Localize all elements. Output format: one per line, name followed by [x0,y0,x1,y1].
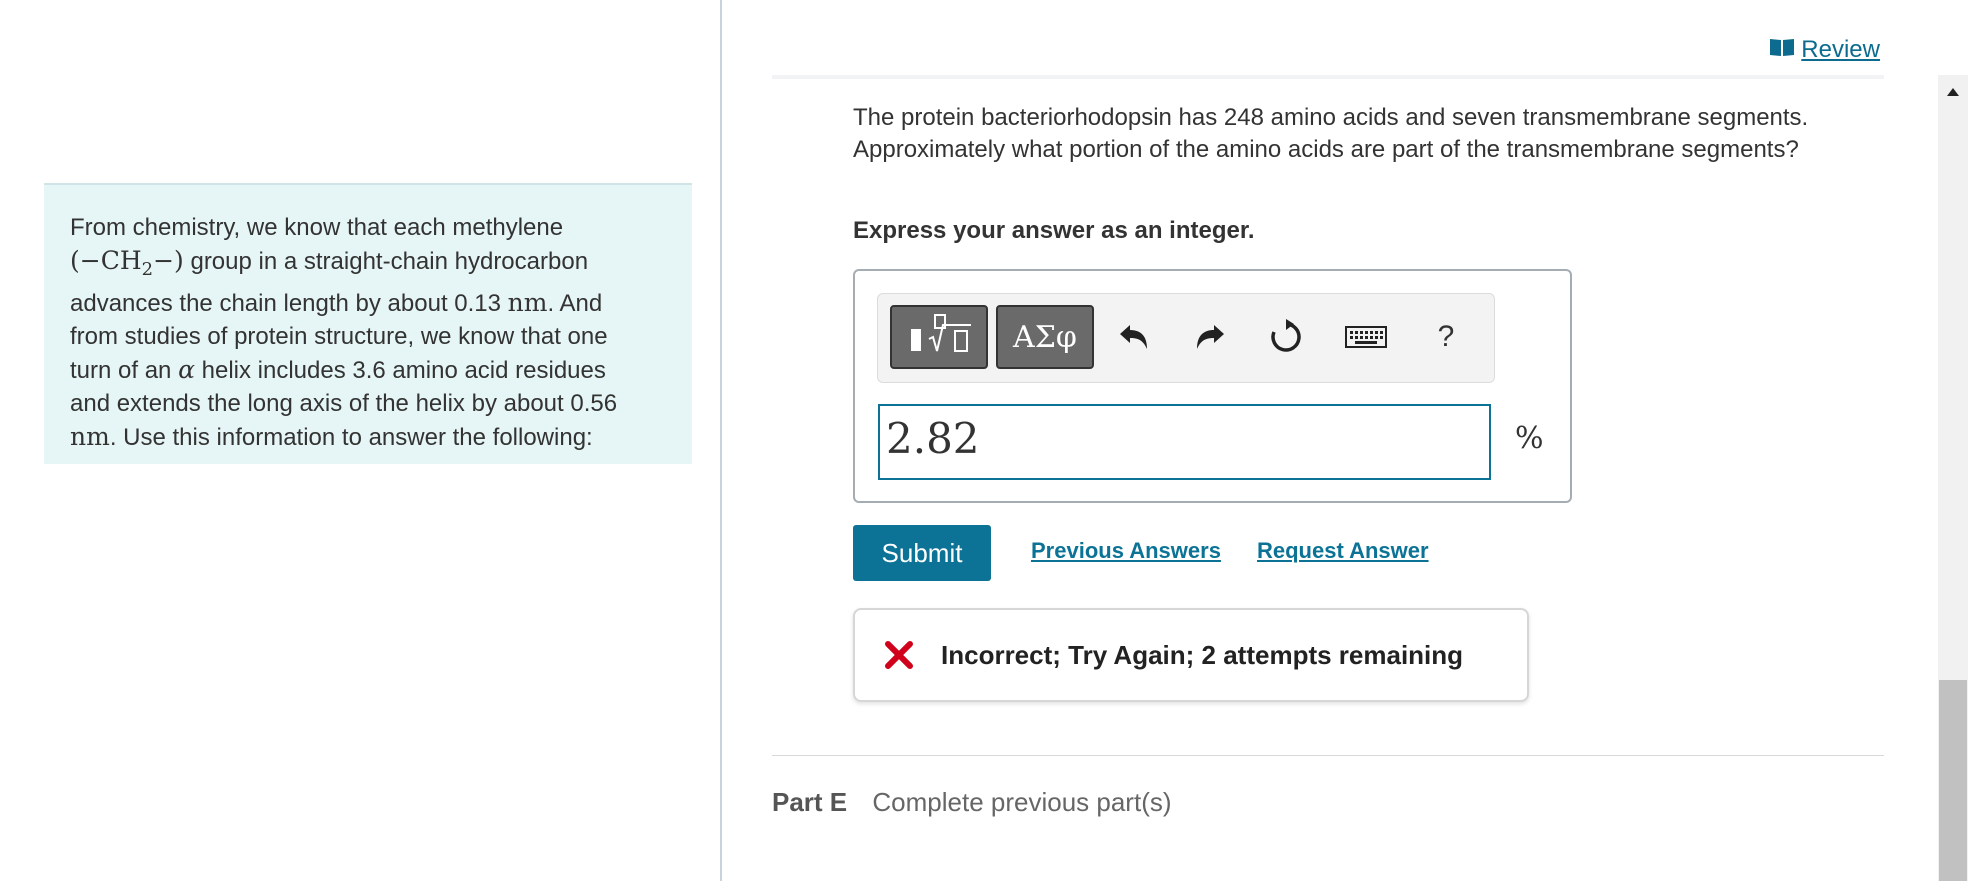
intro-line-4: from studies of protein structure, we know that one [70,323,608,350]
help-label: ? [1437,320,1455,353]
part-e-header [772,787,1172,818]
greek-symbols-label: ΑΣφ [1013,319,1077,355]
reset-icon[interactable] [1262,312,1310,362]
intro-line-5: turn of an α helix includes 3.6 amino acid residues [70,355,606,384]
divider [772,75,1884,79]
previous-answers-link[interactable]: Previous Answers [1031,538,1221,563]
answer-instruction: Express your answer as an integer. [853,217,1255,244]
request-answer-link[interactable]: Request Answer [1257,538,1429,563]
intro-line-2: $(-CH_2-)$ group in a straight-chain hydrocarbon [70,246,589,280]
part-label: Part E [772,787,848,817]
left-pane [0,0,722,881]
scrollbar[interactable] [1938,75,1968,881]
help-button[interactable] [1422,312,1470,362]
methylene-formula: $(-CH_2-)$ [70,246,184,280]
intro-line-6: and extends the long axis of the helix by about 0.56 [70,390,618,417]
part-status: Complete previous part(s) [872,787,1172,817]
math-toolbar [877,293,1495,383]
question-pane [722,0,1968,881]
templates-button[interactable] [890,305,988,369]
intro-line-7: nm. Use this information to answer the following: [70,422,593,451]
undo-icon[interactable] [1110,312,1158,362]
feedback-text: Incorrect; Try Again; 2 attempts remaining [941,639,1464,670]
intro-line-1: From chemistry, we know that each methylene [70,214,564,241]
submit-button[interactable]: Submit [853,525,991,581]
answer-box [853,269,1572,503]
feedback-box [853,608,1529,702]
scroll-up-icon[interactable] [1938,75,1968,109]
templates-icon [899,311,979,364]
intro-line-3: advances the chain length by about 0.13 nm. And [70,288,603,317]
book-icon [1769,36,1795,64]
close-icon [883,639,915,671]
greek-symbols-button[interactable] [996,305,1094,369]
answer-unit: % [1515,421,1544,456]
answer-input[interactable]: 2.82 [878,404,1491,480]
scroll-thumb[interactable] [1939,680,1967,881]
keyboard-icon[interactable] [1342,312,1390,362]
redo-icon[interactable] [1186,312,1234,362]
review-label: Review [1801,36,1880,63]
intro-panel [44,183,692,464]
question-text: The protein bacteriorhodopsin has 248 amino acids and seven transmembrane segments. Approximately what portion of the amino acids are part of the transmembrane segments? [853,104,1809,163]
divider [772,755,1884,756]
review-link[interactable] [1769,36,1880,64]
